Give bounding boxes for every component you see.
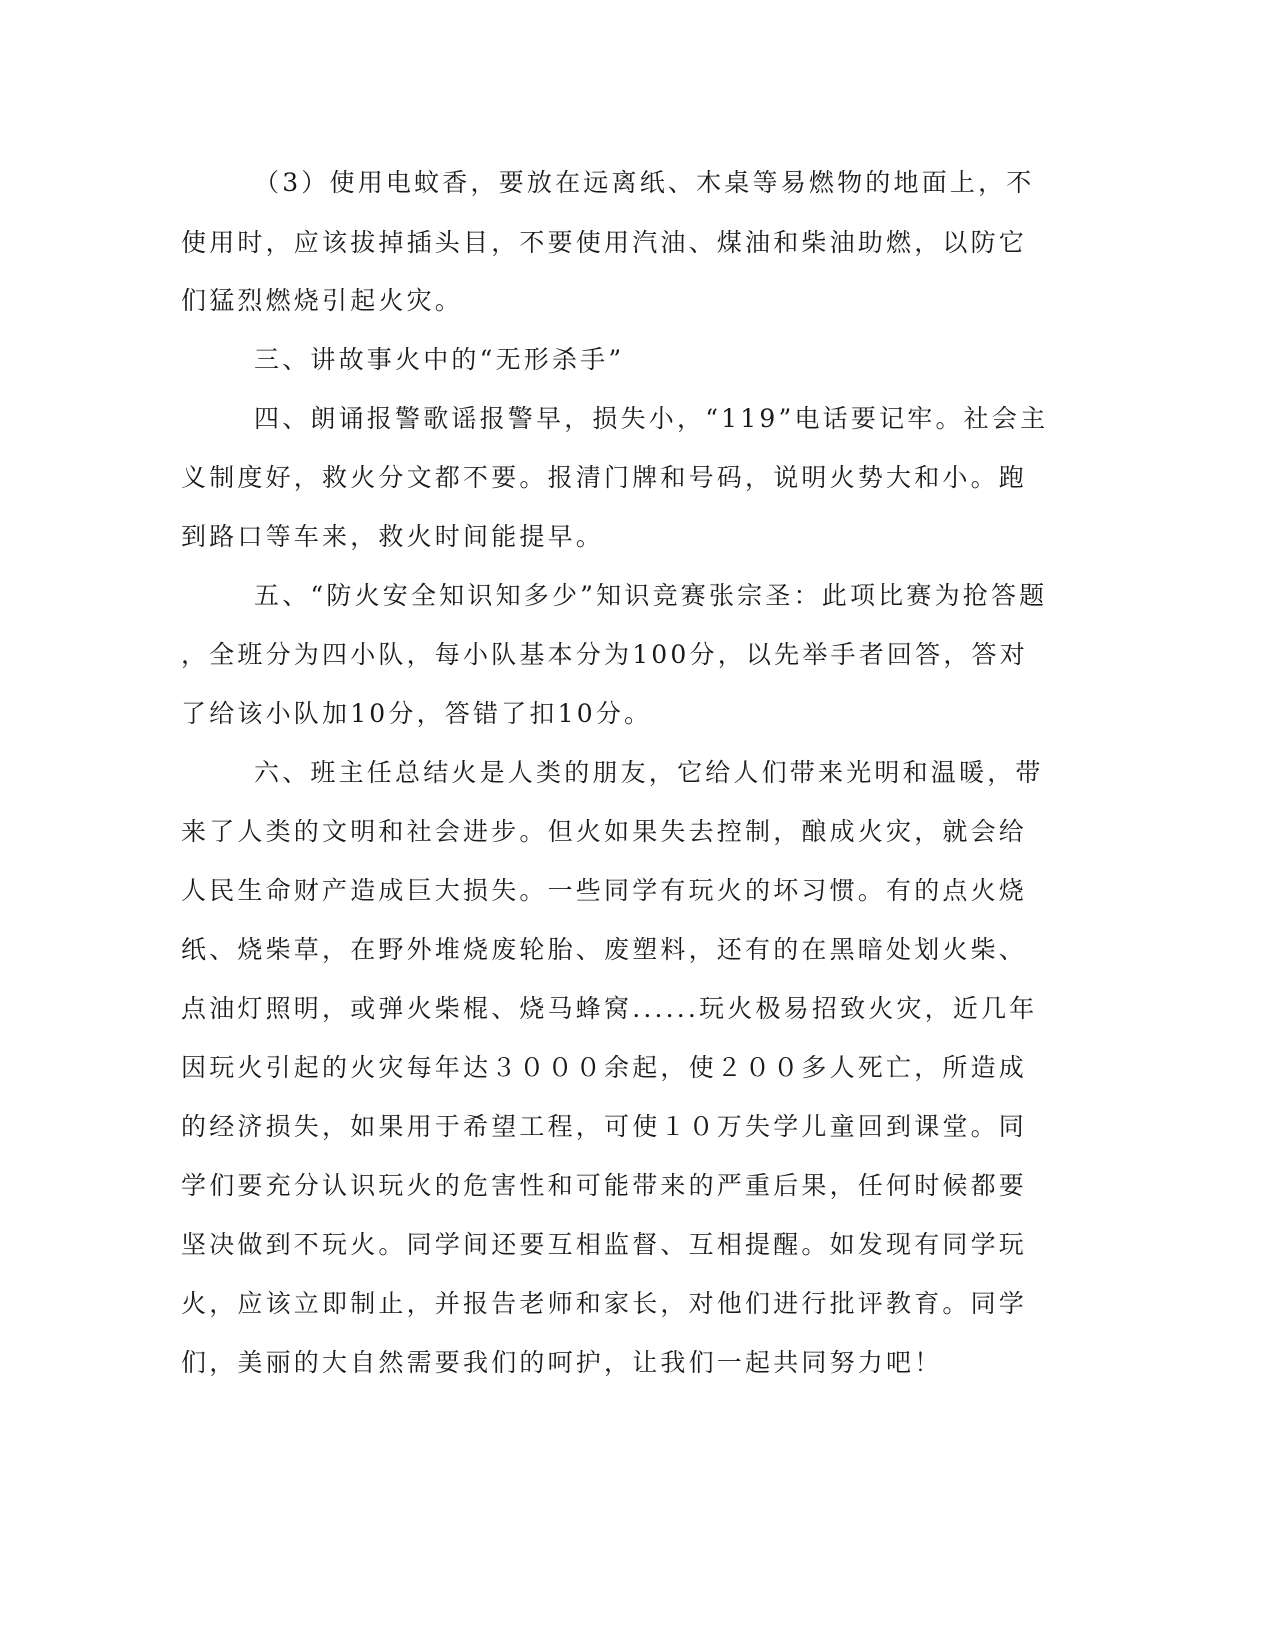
text-line: 六、班主任总结火是人类的朋友，它给人们带来光明和温暖，带 — [254, 758, 1044, 787]
section-heading: 三、讲故事火中的“无形杀手” — [254, 345, 625, 374]
text-line: 五、“防火安全知识知多少”知识竞赛张宗圣：此项比赛为抢答题 — [254, 581, 1048, 610]
text-line: 们猛烈燃烧引起火灾。 — [181, 286, 464, 315]
text-line: 到路口等车来，救火时间能提早。 — [181, 522, 605, 551]
text-line: 了给该小队加10分，答错了扣10分。 — [181, 699, 653, 728]
text-line: 的经济损失，如果用于希望工程，可使１０万失学儿童回到课堂。同 — [181, 1112, 1028, 1141]
text-line: 纸、烧柴草，在野外堆烧废轮胎、废塑料，还有的在黑暗处划火柴、 — [181, 935, 1028, 964]
text-line: 坚决做到不玩火。同学间还要互相监督、互相提醒。如发现有同学玩 — [181, 1230, 1028, 1259]
text-line: ，全班分为四小队，每小队基本分为100分，以先举手者回答，答对 — [181, 640, 1028, 669]
text-line: 们，美丽的大自然需要我们的呵护，让我们一起共同努力吧！ — [181, 1348, 943, 1377]
text-line: 学们要充分认识玩火的危害性和可能带来的严重后果，任何时候都要 — [181, 1171, 1028, 1200]
text-line: 义制度好，救火分文都不要。报清门牌和号码，说明火势大和小。跑 — [181, 463, 1028, 492]
text-line: （3）使用电蚊香，要放在远离纸、木桌等易燃物的地面上，不 — [254, 168, 1035, 197]
text-line: 来了人类的文明和社会进步。但火如果失去控制，酿成火灾，就会给 — [181, 817, 1028, 846]
text-line: 人民生命财产造成巨大损失。一些同学有玩火的坏习惯。有的点火烧 — [181, 876, 1028, 905]
text-line: 使用时，应该拔掉插头目，不要使用汽油、煤油和柴油助燃，以防它 — [181, 228, 1028, 257]
text-line: 因玩火引起的火灾每年达３０００余起，使２００多人死亡，所造成 — [181, 1053, 1028, 1082]
text-line: 四、朗诵报警歌谣报警早，损失小，“119”电话要记牢。社会主 — [254, 404, 1049, 433]
text-line: 点油灯照明，或弹火柴棍、烧马蜂窝......玩火极易招致火灾，近几年 — [181, 994, 1038, 1023]
text-line: 火，应该立即制止，并报告老师和家长，对他们进行批评教育。同学 — [181, 1289, 1028, 1318]
